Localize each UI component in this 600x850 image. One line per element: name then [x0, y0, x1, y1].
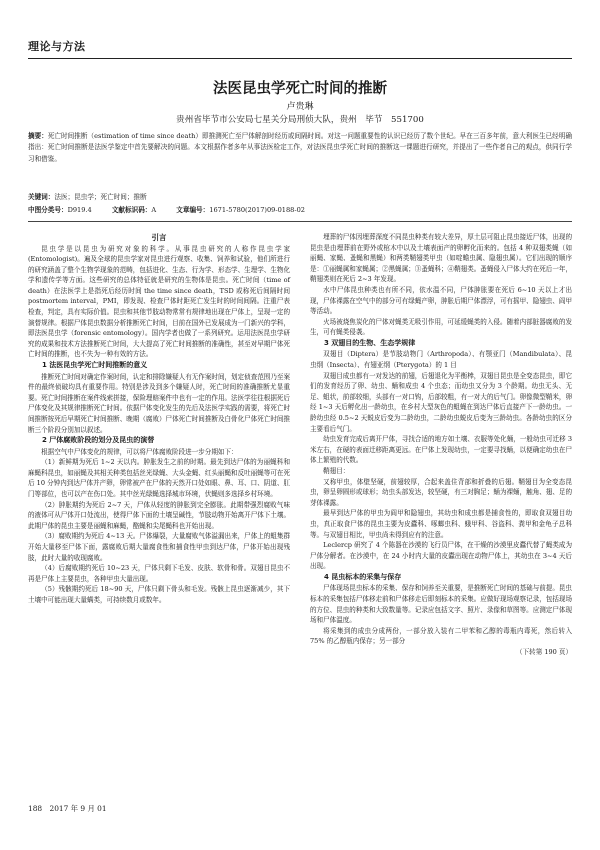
- paragraph: （1）新鲜期为死后 1~2 天以内。肿胀发生之前的时期。最先到达尸体的为丽蝇科和麻蝇科昆虫，如丽蝇及其相关种类包括丝光绿蝇、大头金蝇、红头丽蝇和反吐丽蝇等可在死后 10 分钟内到达尸体并产卵，卵常被产在尸体的天然开口处如眼、鼻、耳、口、阴道、肛门等部位，也可以产在伤口处。其中丝光绿蝇选择城市环境，伏蝇则多选择乡村环境。: [28, 458, 290, 498]
- paragraph: 埋葬的尸体因埋葬深度不同昆虫种类有较大差异，厚土层可阻止昆虫接近尸体，出现的昆虫是由埋葬前在野外或棺木中以及土壤表面产的卵孵化而来的。包括 4 种双翅类蝇（如丽蝇、家蝇、蚤蝇和黑蝇）和两类鞘翅类甲虫（如啶蟾虫属、隐翅虫属）。它们出现的顺序是：①丽蝇属和家蝇属；②黑蝇属；③蚤蝇科；④鞘翅类。蚤蝇侵入尸体大约在死后一年，鞘翅类则在死后 2~3 年发现。: [310, 233, 572, 284]
- paragraph: （4）后腐败期约死后 10~23 天，尸体只剩下毛发、皮肤、软骨和骨。双翅目昆虫不再是尸体上主要昆虫，各种甲虫大量出现。: [28, 564, 290, 583]
- keywords-text: 法医；昆虫学；死亡时间；推断: [54, 193, 147, 201]
- abstract-label: 摘要：: [28, 132, 48, 140]
- paragraph: 将采集到的成虫分成两份，一部分放入装有二甲苯和乙醇的毒瓶内毒死，然后转入 75% 的乙醇瓶内保存；另一部分: [310, 626, 572, 646]
- paragraph: 双翅目成虫都有一对发达的前翅，后翅退化为平衡棒，双翅目昆虫是全变态昆虫，即它们的发育经历了卵、幼虫、蛹和成虫 4 个虫态；而幼虫又分为 3 个龄期。幼虫无头、无足、蛆状，前部较细，头部有一对口钩，后部较粗，有一对大的后气门。卵像微型鞘米，卵经 1~3 天后孵化出一龄幼虫，在乡村大型灰色的蛆蝇在到达尸体后直接产下一龄幼虫。一龄幼虫经 0.5~2 天蜕皮后变为二龄幼虫，二龄幼虫蜕皮后变为三龄幼虫。各龄幼虫的区分主要看后气门。: [310, 371, 572, 433]
- meta-rule: [28, 221, 572, 222]
- paragraph: （3）腐败期约为死后 4~13 天。尸体爆裂，大量腐败气体溢漏出来，尸体上的蛆集群开始大量移至尸体下面，露腐败后期大量腐食性和捕食性甲虫到达尸体，尸体开始出现残肢，此时大量的收现腐败。: [28, 532, 291, 562]
- doc-code-label: 文献标识码：: [111, 206, 152, 214]
- subheading-coleoptera: 鞘翅目：: [323, 466, 350, 475]
- doc-code-value: A: [151, 206, 157, 214]
- paragraph: （2）肿胀期约为死后 2~7 天，尸体从轻度的肿胀到完全膨胀。此期带强烈腐败气味的液体可从尸体开口处流出，使得尸体下面的土壤呈碱性，节肢动物开始离开尸体下土壤。此期尸体的昆虫主要是丽蝇和麻蝇，酪蝇和尖尾蝇科也开始出现。: [28, 500, 290, 530]
- paragraph: 根据空气中尸体变化的规律，可以将尸体腐败阶段进一步分期如下：: [41, 447, 238, 456]
- article-title: 法医昆虫学死亡时间的推断: [213, 81, 387, 97]
- heading-section-3: 3 双翅目的生物、生态学规律: [324, 338, 416, 347]
- paragraph: 双翅目（Diptera）是节肢动物门（Arthropoda）、有颚亚门（Mandibulata）、昆虫纲（Insecta）、有翅亚纲（Pterygota）的 1 目: [310, 350, 572, 370]
- paragraph: 水中尸体昆虫种类也有所不同，依水温不同，尸体肿胀要在死后 6~10 天以上才出现，尸体裸露在空气中的部分可有绿蝇产卵，肿胀后期尸体漂浮，可有摇甲、隐翅虫、阎甲等活动。: [310, 285, 572, 316]
- paragraph: （5）残骸期约死后 18~90 天，尸体只剩下骨头和毛发。残骸上昆虫逐渐减少，其下土壤中可能出现大量螨类，可持续数月或数年。: [28, 585, 290, 604]
- paragraph: 尸体现场昆虫标本的采集、保存和饲养至关重要，是推断死亡时间的基础与前提。昆虫标本的采集包括尸体移走前和尸体移走后即刻标本的采集。应做好现场观察记录，包括现场的方位、昆虫的种类和大致数量等。记录应包括文字、照片、录像和草图等。应测定尸体现场和尸体温度。: [310, 584, 572, 625]
- paragraph: 火场被烧焦炭化的尸体对蝇类无吸引作用，可延缓蝇类的入侵。随着内部脏器腐败的发生，可有蝇类侵袭。: [310, 317, 572, 337]
- keywords-label: 关键词：: [28, 193, 55, 201]
- heading-section-4: 4 昆虫标本的采集与保存: [324, 572, 402, 581]
- paragraph: 推断死亡时间对确定作案时间，认定和排除嫌疑人有无作案时间，划定侦查范围乃至案件的最终侦破均具有重要作用。特别是涉及到多个嫌疑人时，死亡时间的准确推断尤显重要。死亡时间推断在案件线索拼接，保险理赔案件中也有一定的作用。法医学往往根据死后尸体变化及其规律推断死亡时间。依据尸体变化发生的先后及法医学实践的需要，将死亡时间推断按死后早期死亡时间推断、晚期（腐败）尸体死亡时间推断及白骨化尸体死亡时间推断三个阶段分别加以叙述。: [28, 372, 290, 434]
- article-author: 卢贵琳: [286, 102, 314, 112]
- heading-section-1: 1 法医昆虫学死亡时间推断的意义: [42, 361, 148, 370]
- paragraph: 又称甲虫，体壁坚硬，前翅较厚，合起来盖住背部和折叠的后翅。鞘翅目为全变态昆虫，卵呈卵圆形或球形；幼虫头部发达，较坚硬，有三对胸足；蛹为裸蛹，触角、翅、足的芽体裸露。: [310, 477, 572, 507]
- paragraph: 昆虫学是以昆虫为研究对象的科学。从事昆虫研究的人称作昆虫学家(Entomologist)。遍及全球的昆虫学家对昆虫进行观察、收集、饲养和试验，他们所进行的研究涵盖了整个生物学现象的范畴，包括进化、生态、行为学、形态学、生理学、生物化学和遗传学等方面。这些研究的总体特征就是研究的生物体是昆虫。死亡时间（time of death）在法医学上是指死后经历时间 the time since death，TSD 或称死后间隔时间 postmortem interval，PMI，即发现、检查尸体时距死亡发生时的时间间隔。注重尸表检查，判定，具有实际价值。昆虫和其他节肢动物常常有规律地出现在尸体上，呈现一定的演替规律。根据尸体昆虫数据分析推断死亡时间，目前在国外已发展成为一门新兴的学科，即法医昆虫学（forensic entomology）。国内学者也做了一系列研究。运用法医昆虫学研究的成果和技术方法推断死亡时间，大大提高了死亡时间推断的准确性，甚至对早期尸体死亡时间的推断，也不失为一种有效的方法。: [28, 244, 290, 359]
- heading-introduction: 引言: [151, 233, 167, 242]
- keywords: [28, 191, 147, 201]
- clc-value: D919.4: [67, 206, 92, 214]
- left-column: [28, 232, 290, 606]
- abstract: [28, 131, 572, 165]
- article-affiliation: 贵州省毕节市公安局七星关分局刑侦大队，贵州 毕节 551700: [176, 115, 424, 125]
- right-column: [310, 232, 572, 658]
- paragraph: 幼虫发育完成后离开尸体，寻找合适的地方如土壤、衣服等处化蛹，一般幼虫可迁移 3 米左右，在硬的表面迁移距离更远。在尸体上发现幼虫，一定要寻找蛹，以便确定幼虫在尸体上繁殖的代数。: [310, 435, 572, 465]
- abstract-text: 死亡时间推断（estimation of time since death）即推测死亡至尸体解剖时经历或间隔时间。对这一问题重要性的认识已经历了数个世纪。早在三百多年前，意大利医生已经明确指出：死亡时间推断是法医学鉴定中首先要解决的问题。本文根据作者多年从事法医检定工作，对法医昆虫学死亡时间的推断这一课题进行研究，并提出了一些作者自己的观点，供同行学习和借鉴。: [28, 132, 572, 163]
- page-footer: 188 2017 年 9 月 01: [28, 804, 107, 813]
- heading-section-2: 2 尸体腐败阶段的划分及昆虫的演替: [42, 436, 155, 445]
- continued-note: （下转第 190 页）: [516, 647, 572, 656]
- clc-label: 中图分类号：: [28, 206, 68, 214]
- paragraph: Leclercp 研究了 4 个陈器在沙漠的飞行员尸体，在干燥的沙漠里皮蠹代替了蝇类成为尸体分解者。在沙漠中，在 24 小时内大量的皮蠹出现在动物尸体上，其幼虫在 3~4 天后出现。: [310, 541, 572, 571]
- article-meta: [28, 204, 305, 214]
- paragraph: 最早到达尸体的甲虫为阎甲和隐翅虫，其幼虫和成虫都是捕食性的，即取食双翅目幼虫，真正取食尸体的昆虫主要为皮蠹科、啄螂虫科、蛾甲科、谷盗科、粪甲和金龟子总科等。与双翅目相比，甲虫尚未得到应有的注意。: [310, 509, 572, 539]
- journal-section-header: 理论与方法: [28, 40, 86, 53]
- article-id-value: 1671-5780(2017)09-0188-02: [209, 206, 305, 214]
- article-id-label: 文章编号：: [176, 206, 210, 214]
- header-rule: [28, 58, 572, 59]
